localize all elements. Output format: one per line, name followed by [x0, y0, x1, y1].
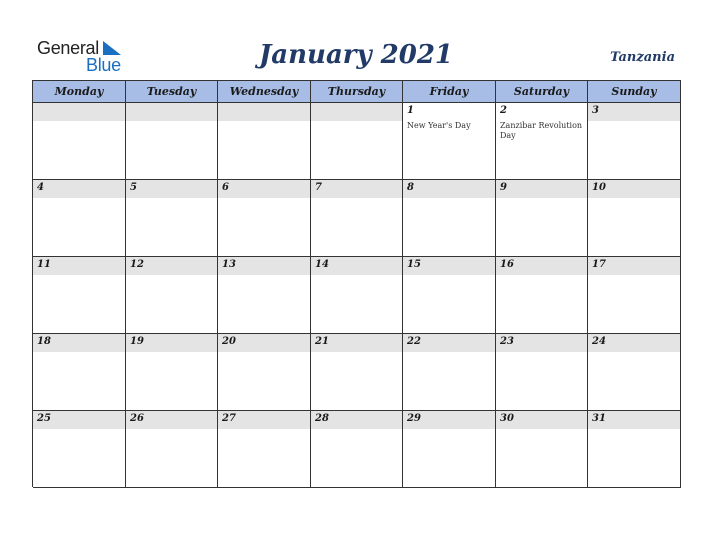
- day-cell[interactable]: [403, 103, 496, 180]
- day-cell[interactable]: [218, 334, 311, 411]
- day-cell[interactable]: [218, 180, 311, 257]
- day-number: 19: [130, 336, 144, 347]
- day-number-band: [496, 103, 587, 121]
- holiday-label: New Year's Day: [407, 121, 471, 130]
- day-number-band: [126, 180, 217, 198]
- weeks-container: [33, 103, 681, 488]
- day-number: 4: [37, 182, 44, 193]
- day-cell[interactable]: [33, 180, 126, 257]
- day-cell[interactable]: [311, 411, 403, 488]
- day-cell[interactable]: [126, 103, 218, 180]
- day-number: 31: [592, 413, 606, 424]
- day-cell[interactable]: [126, 334, 218, 411]
- day-number-band: [403, 103, 495, 121]
- logo-blue-text: Blue: [86, 55, 121, 75]
- weekday-header: Wednesday: [218, 81, 311, 103]
- day-number: 14: [315, 259, 329, 270]
- day-cell[interactable]: [496, 411, 588, 488]
- day-cell[interactable]: [403, 411, 496, 488]
- day-cell[interactable]: [588, 103, 681, 180]
- weekday-header: Thursday: [311, 81, 403, 103]
- day-cell[interactable]: [403, 257, 496, 334]
- day-cell[interactable]: [311, 103, 403, 180]
- day-number: 15: [407, 259, 421, 270]
- day-cell[interactable]: [496, 180, 588, 257]
- week-row: [33, 103, 681, 180]
- day-cell[interactable]: [403, 334, 496, 411]
- logo-general-text: General: [37, 38, 99, 58]
- day-number: 6: [222, 182, 229, 193]
- day-cell[interactable]: [218, 103, 311, 180]
- week-row: [33, 180, 681, 257]
- day-number: 30: [500, 413, 514, 424]
- day-cell[interactable]: [588, 257, 681, 334]
- day-number: 26: [130, 413, 144, 424]
- day-cell[interactable]: [218, 411, 311, 488]
- weekday-header: Sunday: [588, 81, 681, 103]
- country-label: Tanzania: [610, 50, 675, 65]
- day-cell[interactable]: [311, 180, 403, 257]
- weekday-header: Monday: [33, 81, 126, 103]
- day-number: 22: [407, 336, 421, 347]
- week-row: [33, 411, 681, 488]
- day-cell[interactable]: [588, 334, 681, 411]
- day-cell[interactable]: [311, 257, 403, 334]
- calendar-grid: [32, 80, 681, 487]
- day-number: 10: [592, 182, 606, 193]
- page-title: January 2021: [258, 40, 454, 70]
- day-number: 5: [130, 182, 137, 193]
- day-number: 24: [592, 336, 606, 347]
- weekday-header: Saturday: [496, 81, 588, 103]
- day-cell[interactable]: [588, 411, 681, 488]
- day-number-band: [218, 180, 310, 198]
- day-cell[interactable]: [496, 257, 588, 334]
- day-number: 25: [37, 413, 51, 424]
- day-number: 16: [500, 259, 514, 270]
- day-number: 8: [407, 182, 414, 193]
- day-number: 29: [407, 413, 421, 424]
- day-cell[interactable]: [33, 411, 126, 488]
- day-number: 7: [315, 182, 322, 193]
- day-number-band: [33, 180, 125, 198]
- day-number: 3: [592, 105, 599, 116]
- day-number-band: [311, 103, 402, 121]
- day-cell[interactable]: [126, 257, 218, 334]
- day-number: 2: [500, 105, 507, 116]
- day-number: 17: [592, 259, 606, 270]
- day-number-band: [588, 103, 680, 121]
- day-cell[interactable]: [33, 103, 126, 180]
- weekday-header: Tuesday: [126, 81, 218, 103]
- day-number: 21: [315, 336, 329, 347]
- day-cell[interactable]: [588, 180, 681, 257]
- day-number-band: [403, 180, 495, 198]
- day-number-band: [496, 180, 587, 198]
- week-row: [33, 334, 681, 411]
- day-cell[interactable]: [126, 411, 218, 488]
- day-cell[interactable]: [218, 257, 311, 334]
- day-number: 27: [222, 413, 236, 424]
- day-cell[interactable]: [496, 334, 588, 411]
- day-number: 23: [500, 336, 514, 347]
- weekday-header: Friday: [403, 81, 496, 103]
- day-number-band: [218, 103, 310, 121]
- day-number: 1: [407, 105, 414, 116]
- day-cell[interactable]: [496, 103, 588, 180]
- day-number: 28: [315, 413, 329, 424]
- week-row: [33, 257, 681, 334]
- day-cell[interactable]: [33, 334, 126, 411]
- day-cell[interactable]: [403, 180, 496, 257]
- day-number-band: [311, 180, 402, 198]
- day-number-band: [33, 103, 125, 121]
- day-number: 18: [37, 336, 51, 347]
- day-cell[interactable]: [311, 334, 403, 411]
- holiday-label: Zanzibar Revolution Day: [500, 121, 583, 140]
- weekday-header-row: [33, 81, 681, 103]
- day-cell[interactable]: [126, 180, 218, 257]
- day-number: 13: [222, 259, 236, 270]
- day-number: 20: [222, 336, 236, 347]
- day-number: 9: [500, 182, 507, 193]
- day-cell[interactable]: [33, 257, 126, 334]
- day-number: 11: [37, 259, 51, 270]
- day-number: 12: [130, 259, 144, 270]
- day-number-band: [126, 103, 217, 121]
